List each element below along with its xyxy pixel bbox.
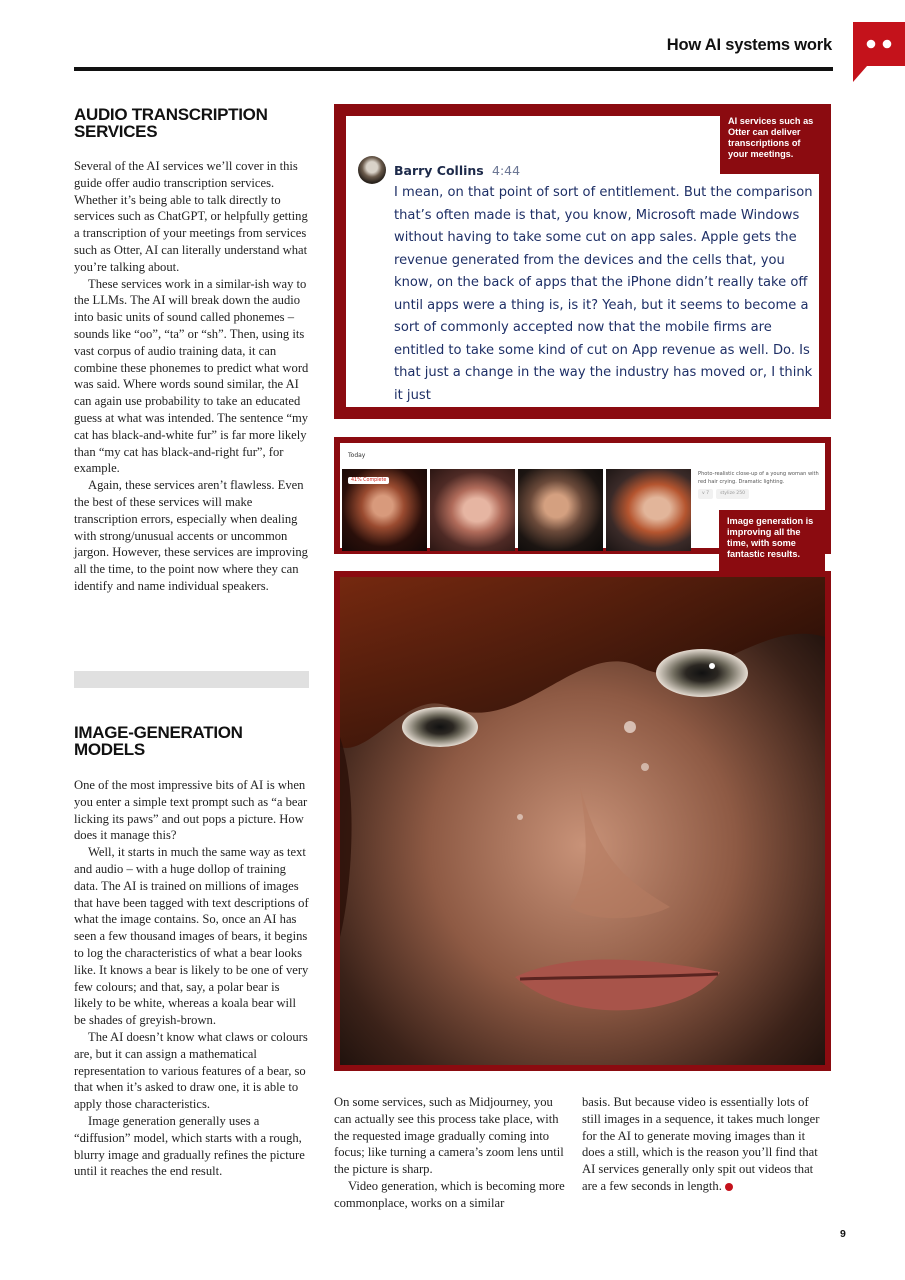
section-divider — [74, 671, 309, 688]
generated-image-thumbnail[interactable] — [342, 469, 427, 551]
prompt-chips — [698, 489, 823, 499]
continuation-column-1 — [334, 1094, 572, 1212]
generated-image-thumbnail[interactable] — [606, 469, 691, 551]
avatar — [358, 156, 386, 184]
transcript-text: I mean, on that point of sort of entitlement. But the comparison that’s often made is that, you know, Microsoft made Windows without having to take some cut on app sales. Apple gets the revenue generated from the devices and the cells that, you know, on the back of apps that the iPhone didn’t really take off until apps were a thing is, is it? Yeah, but it seems to become a sort of commonly accepted now that the mobile firms are entitled to take some kind of cut on App revenue as well. Do. Is that just a change in the way the industry has moved or, I think it just — [394, 185, 813, 403]
body-paragraph: Again, these services aren’t flawless. Even the best of these services will make transcription errors, especially when dealing with strong/unusual accents or uncommon jargon. However, these services are improving all the time, to the point now where they can identify and name individual speakers. — [74, 478, 308, 593]
header-rule — [74, 67, 833, 71]
transcript-caption: AI services such as Otter can deliver transcriptions of your meetings. — [720, 110, 826, 174]
prompt-label: Photo-realistic close-up of a young woman with red hair crying. Dramatic lighting. — [698, 471, 819, 485]
body-paragraph: These services work in a similar-ish way to the LLMs. The AI will break down the audio into basic units of sound called phonemes – sounds like “oo”, “ta” or “sh”. Then, using its vast corpus of audio training data, it can combine these phonemes to predict what word was said. Where words sound similar, the AI can again use probability to take an educated guess at what was intended. The sentence “my cat has black-and-white fur” is far more likely than “my cat has black-and-right fur”, for example. — [74, 276, 309, 476]
running-header-title: How AI systems work — [666, 36, 832, 54]
body-paragraph: On some services, such as Midjourney, you can actually see this process take place, with the requested image gradually coming into focus; like turning a camera’s zoom lens until the picture is sharp. — [334, 1095, 564, 1177]
progress-badge: 41% Complete — [348, 477, 389, 484]
body-paragraph: Several of the AI services we’ll cover in this guide offer audio transcription services. Whether it’s being able to talk directly to services such as ChatGPT, or helpfully getting a transcription of your meetings from services such as Otter, AI can literally understand what you’re talking about. — [74, 159, 308, 274]
section-heading-audio: AUDIO TRANSCRIPTION SERVICES — [74, 105, 268, 141]
body-text: basis. But because video is essentially lots of still images in a sequence, it takes much longer for the AI to generate moving images than it does a still, which is the reason you’ll find that AI services generally only spit out videos that are a few seconds in length. — [582, 1095, 820, 1193]
body-paragraph — [582, 1094, 830, 1195]
generated-portrait-image — [340, 577, 825, 1065]
version-chip[interactable]: v 7 — [698, 489, 713, 499]
prompt-text — [698, 470, 823, 499]
end-of-article-icon — [725, 1183, 733, 1191]
section-tab-icon — [853, 22, 905, 82]
generated-image-thumbnail[interactable] — [518, 469, 603, 551]
image-generation-body — [74, 777, 310, 1180]
section-heading-image-generation: IMAGE-GENERATION MODELS — [74, 723, 243, 759]
stylize-chip[interactable]: stylize 250 — [716, 489, 749, 499]
body-paragraph: Image generation generally uses a “diffusion” model, which starts with a rough, blurry image and gradually refines the picture until it reaches the end result. — [74, 1113, 305, 1179]
speaker-timestamp: 4:44 — [492, 163, 521, 178]
body-paragraph: One of the most impressive bits of AI is when you enter a simple text prompt such as “a bear licking its paws” and out pops a picture. How does it manage this? — [74, 778, 308, 843]
body-paragraph: Well, it starts in much the same way as text and audio – with a huge dollop of training data. The AI is trained on millions of images that have been tagged with text descriptions of what the image contains. So, once an AI has seen a few thousand images of bears, it begins to log the characteristics of what a bear looks like. It knows a bear is likely to be one of very few colours; and that, say, a polar bear is likely to be white, whereas a koala bear will be shades of greyish-brown. — [74, 845, 309, 1028]
continuation-column-2 — [582, 1094, 830, 1195]
generation-caption: Image generation is improving all the time, with some fantastic results. — [719, 510, 825, 572]
body-paragraph: The AI doesn’t know what claws or colours are, but it can assign a mathematical representation to various features of a bear, so that when it’s asked to draw one, it is able to apply those characteristics. — [74, 1029, 308, 1112]
audio-body — [74, 158, 310, 595]
speaker-name: Barry Collins — [394, 163, 484, 178]
body-paragraph: Video generation, which is becoming more commonplace, works on a similar — [334, 1178, 565, 1210]
generated-image-thumbnail[interactable] — [430, 469, 515, 551]
generated-portrait-frame — [334, 571, 831, 1071]
strip-day-label: Today — [348, 452, 366, 459]
page-number: 9 — [840, 1228, 846, 1240]
